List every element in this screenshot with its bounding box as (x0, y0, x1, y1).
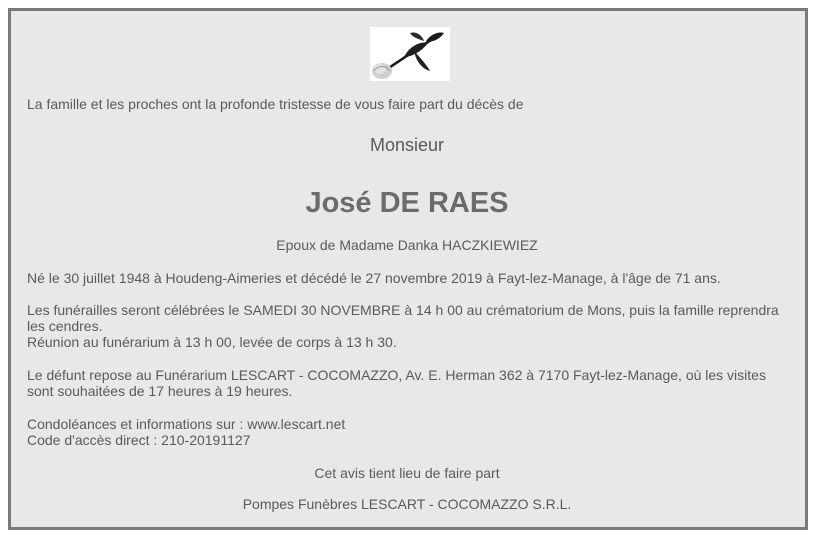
obituary-card (8, 8, 808, 530)
funeral-details: Les funérailles seront célébrées le SAMEDI 30 NOVEMBRE à 14 h 00 au crématorium de Mons, puis la famille reprendra les cendres. (27, 302, 779, 334)
funeral-home-text: Pompes Funèbres LESCART - COCOMAZZO S.R.L. (242, 496, 572, 512)
deceased-name: José DE RAES (305, 187, 509, 219)
intro-text: La famille et les proches ont la profonde tristesse de vous faire part du décès de (27, 96, 524, 112)
spouse-text: Epoux de Madame Danka HACZKIEWIEZ (276, 237, 538, 253)
resting-place-text: Le défunt repose au Funérarium LESCART - COCOMAZZO, Av. E. Herman 362 à 7170 Fayt-lez-Manage, où les visites sont souhaitées de 17 heures à 19 heures. (27, 367, 766, 399)
birth-death-text: Né le 30 juillet 1948 à Houdeng-Aimeries et décédé le 27 novembre 2019 à Fayt-lez-Manage, à l'âge de 71 ans. (27, 270, 721, 286)
access-code-text: Code d'accès direct : 210-20191127 (27, 432, 251, 448)
condolences-text: Condoléances et informations sur : www.lescart.net (27, 416, 346, 432)
notice-note: Cet avis tient lieu de faire part (314, 465, 500, 481)
condolences-block (27, 416, 787, 448)
gathering-details: Réunion au funérarium à 13 h 00, levée de corps à 13 h 30. (27, 334, 397, 350)
rose-icon (370, 27, 450, 81)
title-text: Monsieur (369, 135, 445, 155)
funeral-paragraph (27, 302, 787, 350)
